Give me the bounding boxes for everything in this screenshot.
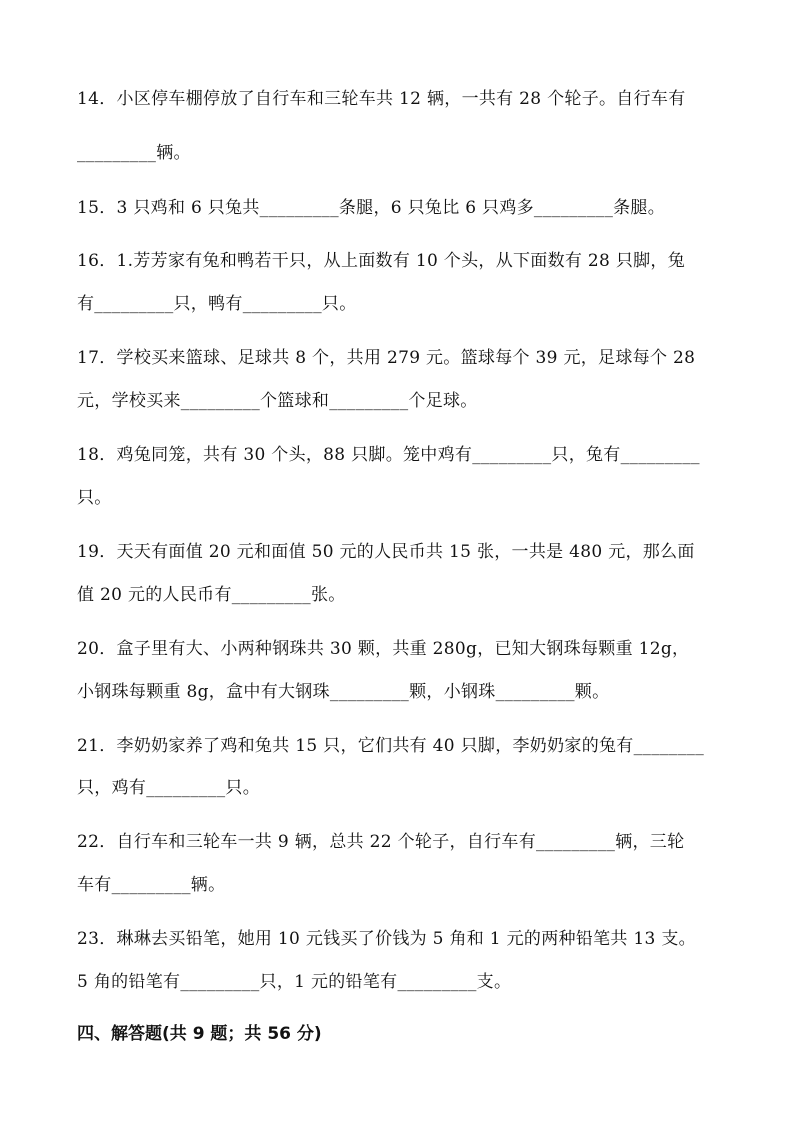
question-16-line-1: 16．1.芳芳家有兔和鸭若干只，从上面数有 10 个头，从下面数有 28 只脚，兔 (77, 251, 686, 271)
question-23-line-1: 23．琳琳去买铅笔，她用 10 元钱买了价钱为 5 角和 1 元的两种铅笔共 13 支。 (77, 929, 696, 949)
section-heading: 四、解答题(共 9 题；共 56 分) (77, 1024, 322, 1044)
question-20-line-2: 小钢珠每颗重 8g，盒中有大钢珠_________颗，小钢珠_________颗。 (77, 682, 610, 702)
question-17-line-1: 17．学校买来篮球、足球共 8 个，共用 279 元。篮球每个 39 元，足球每个 28 (77, 348, 696, 368)
question-22-line-2: 车有_________辆。 (77, 875, 226, 895)
question-21-line-2: 只，鸡有_________只。 (77, 778, 260, 798)
question-18-line-1: 18．鸡兔同笼，共有 30 个头，88 只脚。笼中鸡有_________只，兔有_________ (77, 445, 700, 465)
question-20-line-1: 20．盒子里有大、小两种钢珠共 30 颗，共重 280g，已知大钢珠每颗重 12g， (77, 639, 690, 659)
question-19-line-1: 19．天天有面值 20 元和面值 50 元的人民币共 15 张，一共是 480 元，那么面 (77, 542, 695, 562)
question-15-line-1: 15．3 只鸡和 6 只兔共_________条腿，6 只兔比 6 只鸡多_________条腿。 (77, 198, 666, 218)
question-18-line-2: 只。 (77, 488, 112, 508)
question-22-line-1: 22．自行车和三轮车一共 9 辆，总共 22 个轮子，自行车有_________辆，三轮 (77, 832, 685, 852)
question-14-line-2: _________辆。 (77, 143, 191, 163)
question-21-line-1: 21．李奶奶家养了鸡和兔共 15 只，它们共有 40 只脚，李奶奶家的兔有________ (77, 736, 705, 756)
question-23-line-2: 5 角的铅笔有_________只，1 元的铅笔有_________支。 (77, 972, 512, 992)
question-16-line-2: 有_________只，鸭有_________只。 (77, 294, 357, 314)
question-17-line-2: 元，学校买来_________个篮球和_________个足球。 (77, 391, 478, 411)
question-19-line-2: 值 20 元的人民币有_________张。 (77, 585, 346, 605)
question-14-line-1: 14．小区停车棚停放了自行车和三轮车共 12 辆，一共有 28 个轮子。自行车有 (77, 89, 686, 109)
